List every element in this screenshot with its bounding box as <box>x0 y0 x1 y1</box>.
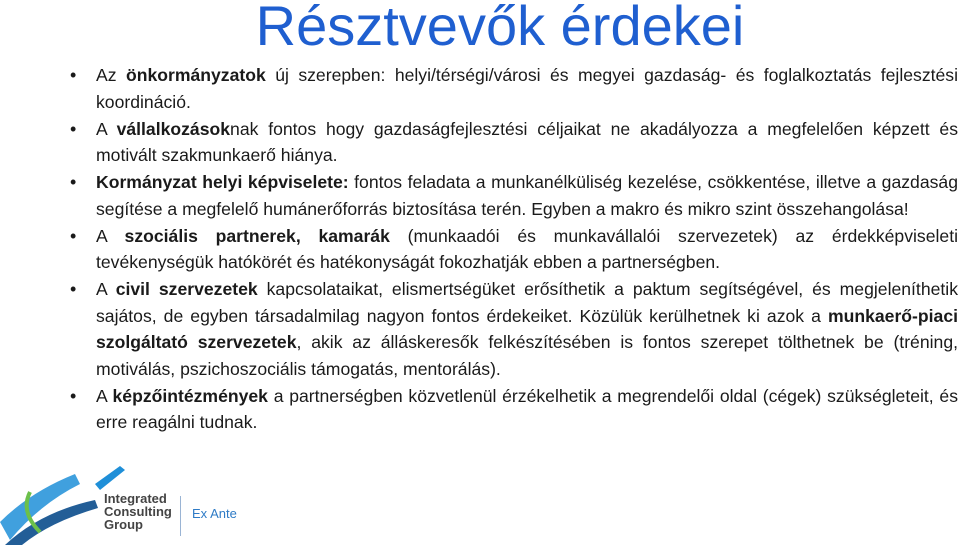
bullet-text: Az <box>96 65 126 85</box>
logo-line: Group <box>104 517 143 532</box>
bullet-text: A <box>96 118 117 139</box>
logo-partner-name: Ex Ante <box>192 506 237 521</box>
bullet-bold-text: munkaerő-piaci szolgáltató szervezetek <box>96 305 958 352</box>
bullet-item <box>70 116 958 169</box>
bullet-bold-text: önkormányzatok <box>125 65 266 85</box>
logo-divider <box>180 496 181 536</box>
bullet-item <box>70 383 958 436</box>
bullet-bold-text: vállalkozások <box>116 118 231 139</box>
bullet-text: (munkaadói és munkavállalói szervezetek) az érdekképviseleti tevékenységük hatókörét és hatékonyságát fokozhatják ebben a partnerségben. <box>96 225 958 272</box>
slide-title: Résztvevők érdekei <box>255 0 745 57</box>
bullet-text: A <box>96 385 113 406</box>
logo-line: Consulting <box>104 504 172 519</box>
bullet-bold-text: Kormányzat helyi képviselete: <box>96 172 349 192</box>
bullet-text: , akik az álláskeresők felkészítésében is fontos szerepet tölthetnek be (tréning, motiválás, pszichoszociális támogatás, mentorálás). <box>96 332 958 379</box>
bullet-list <box>70 62 958 436</box>
bullet-text: új szerepben: helyi/térségi/városi és megyei gazdaság- és foglalkoztatás fejlesztési koordináció. <box>96 65 958 112</box>
logo-line: Integrated <box>104 491 167 506</box>
bullet-bold-text: képzőintézmények <box>112 385 268 406</box>
bullet-text: A <box>96 225 125 246</box>
bullet-item <box>70 276 958 382</box>
bullet-item <box>70 223 958 276</box>
bullet-item <box>70 62 958 115</box>
bullet-text: nak fontos hogy gazdaságfejlesztési céljaikat ne akadályozza a megfelelően képzett és motivált szakmunkaerő hiánya. <box>96 118 958 165</box>
bullet-bold-text: szociális partnerek, kamarák <box>124 225 390 246</box>
logo-company-name <box>104 492 172 531</box>
bullet-text: a partnerségben közvetlenül érzékelhetik a megrendelői oldal (cégek) szükségleteit, és erre reagálni tudnak. <box>96 385 959 432</box>
bullet-text: kapcsolataikat, elismertségüket erősíthetik a paktum segítségével, és megjeleníthetik sajátos, de egyben társadalmilag nagyon fontos érdekeiket. Közülük kerülhetnek ki azok a <box>96 279 958 326</box>
bullet-text: fontos feladata a munkanélküliség kezelése, csökkentése, illetve a gazdaság segítése a megfelelő humánerőforrás biztosítása terén. Egyben a makro és mikro szint összehangolása! <box>96 172 958 219</box>
bullet-item <box>70 169 958 222</box>
bullet-text: A <box>96 279 116 299</box>
bullet-bold-text: civil szervezetek <box>115 279 258 299</box>
